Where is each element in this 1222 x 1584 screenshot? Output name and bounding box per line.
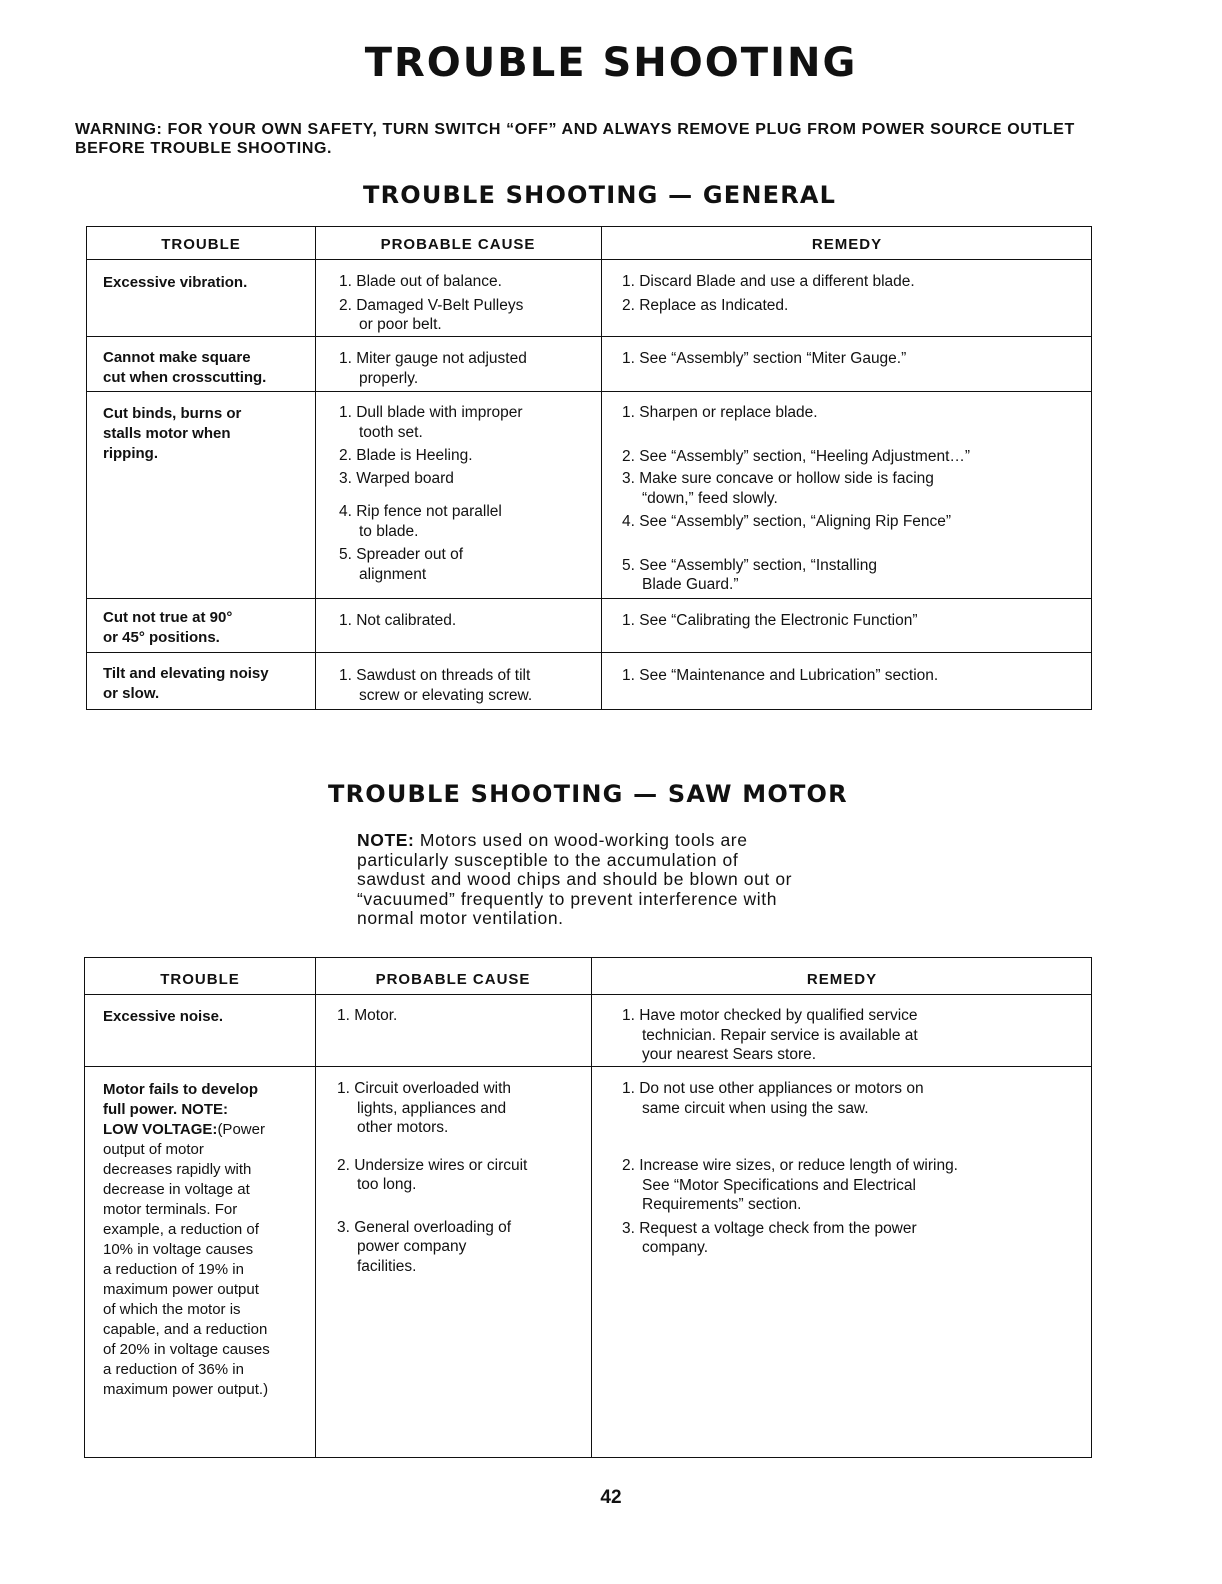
- cause-line: 1. Motor.: [337, 1007, 398, 1024]
- page-title: TROUBLE SHOOTING: [364, 40, 858, 86]
- header-divider: [85, 994, 1091, 995]
- remedy-line: 1. Do not use other appliances or motors on: [622, 1080, 924, 1097]
- cause-line: 2. Blade is Heeling.: [339, 447, 473, 464]
- trouble-text: Tilt and elevating noisy: [103, 665, 269, 682]
- trouble-text: ripping.: [103, 445, 158, 462]
- remedy-cell: [622, 611, 918, 631]
- trouble-cell: [103, 348, 266, 388]
- trouble-note-text: a reduction of 19% in: [103, 1261, 244, 1278]
- remedy-cell: [622, 1006, 918, 1065]
- remedy-line: 1. See “Assembly” section “Miter Gauge.”: [622, 350, 907, 367]
- row-divider: [85, 1066, 1091, 1067]
- cause-line: properly.: [359, 369, 419, 387]
- remedy-line: same circuit when using the saw.: [642, 1099, 869, 1117]
- trouble-note-text: maximum power output: [103, 1281, 259, 1298]
- cause-line: 1. Miter gauge not adjusted: [339, 350, 527, 367]
- header-probable-cause: PROBABLE CAUSE: [380, 236, 536, 253]
- trouble-note-text: example, a reduction of: [103, 1221, 259, 1238]
- cause-line: 1. Circuit overloaded with: [337, 1080, 512, 1097]
- header-remedy: REMEDY: [811, 236, 883, 253]
- remedy-line: See “Motor Specifications and Electrical: [642, 1176, 916, 1194]
- cause-line: 1. Not calibrated.: [339, 612, 457, 629]
- cause-cell: [339, 666, 532, 705]
- trouble-note-text: output of motor: [103, 1141, 204, 1158]
- trouble-text: Cannot make square: [103, 349, 251, 366]
- trouble-note-text: a reduction of 36% in: [103, 1361, 244, 1378]
- trouble-cell: [103, 273, 247, 293]
- note-label: NOTE:: [357, 830, 415, 850]
- remedy-line: 3. Make sure concave or hollow side is facing: [622, 470, 934, 487]
- cause-line: to blade.: [359, 522, 419, 540]
- cause-line: 4. Rip fence not parallel: [339, 503, 502, 520]
- row-divider: [87, 336, 1091, 337]
- cause-line: lights, appliances and: [357, 1099, 507, 1117]
- column-divider: [601, 227, 602, 709]
- remedy-line: 1. Discard Blade and use a different blade.: [622, 273, 915, 290]
- cause-line: 2. Undersize wires or circuit: [337, 1156, 528, 1174]
- saw-motor-trouble-table: [84, 957, 1092, 1458]
- column-divider: [315, 227, 316, 709]
- trouble-text: or slow.: [103, 685, 160, 702]
- trouble-note-text: (Power: [217, 1121, 265, 1138]
- cause-line: screw or elevating screw.: [359, 686, 533, 704]
- remedy-line: your nearest Sears store.: [642, 1046, 817, 1063]
- remedy-line: 1. Sharpen or replace blade.: [622, 404, 818, 421]
- remedy-line: Blade Guard.”: [642, 576, 739, 593]
- trouble-note-text: 10% in voltage causes: [103, 1241, 254, 1258]
- cause-line: other motors.: [357, 1119, 449, 1136]
- remedy-cell: [622, 1079, 958, 1258]
- trouble-note-text: motor terminals. For: [103, 1201, 238, 1218]
- cause-line: 2. Damaged V-Belt Pulleys: [339, 296, 524, 314]
- cause-line: 5. Spreader out of: [339, 546, 464, 563]
- header-trouble: TROUBLE: [161, 236, 241, 253]
- trouble-cell: [103, 1007, 223, 1027]
- trouble-text: full power. NOTE:: [103, 1101, 229, 1118]
- page-number: 42: [600, 1487, 622, 1508]
- cause-line: power company: [357, 1238, 467, 1255]
- low-voltage-label: LOW VOLTAGE:: [103, 1121, 218, 1138]
- cause-line: 1. Sawdust on threads of tilt: [339, 667, 531, 684]
- header-divider: [87, 259, 1091, 260]
- trouble-text: [103, 1120, 270, 1140]
- trouble-note-text: maximum power output.): [103, 1381, 269, 1398]
- remedy-line: 3. Request a voltage check from the power: [622, 1219, 917, 1237]
- remedy-line: 2. Increase wire sizes, or reduce length of wiring.: [622, 1157, 958, 1174]
- cause-line: tooth set.: [359, 423, 423, 441]
- cause-line: alignment: [359, 565, 427, 583]
- trouble-note-text: decrease in voltage at: [103, 1181, 250, 1198]
- remedy-line: 1. See “Maintenance and Lubrication” section.: [622, 667, 939, 684]
- column-divider: [591, 958, 592, 1457]
- trouble-note-text: decreases rapidly with: [103, 1161, 252, 1178]
- motor-note: [357, 831, 832, 929]
- row-divider: [87, 391, 1091, 392]
- trouble-note-text: of which the motor is: [103, 1301, 241, 1318]
- trouble-text: Cut not true at 90°: [103, 609, 233, 626]
- remedy-cell: [622, 272, 915, 315]
- trouble-cell: [103, 1080, 270, 1400]
- header-trouble: TROUBLE: [160, 971, 240, 988]
- cause-cell: [339, 611, 456, 631]
- remedy-cell: [622, 403, 970, 595]
- cause-cell: [337, 1006, 397, 1026]
- trouble-cell: [103, 664, 269, 704]
- cause-line: 3. General overloading of: [337, 1218, 512, 1236]
- cause-line: too long.: [357, 1176, 417, 1193]
- cause-line: 1. Blade out of balance.: [339, 273, 502, 290]
- cause-cell: [339, 272, 523, 335]
- trouble-text: Motor fails to develop: [103, 1081, 259, 1098]
- remedy-line: 5. See “Assembly” section, “Installing: [622, 556, 877, 574]
- saw-motor-section-title: TROUBLE SHOOTING — SAW MOTOR: [328, 780, 848, 808]
- trouble-cell: [103, 608, 232, 648]
- safety-warning: WARNING: FOR YOUR OWN SAFETY, TURN SWITCH “OFF” AND ALWAYS REMOVE PLUG FROM POWER SOURCE OUTLET BEFORE TROUBLE SHOOTING.: [75, 121, 1075, 157]
- trouble-note-text: of 20% in voltage causes: [103, 1341, 270, 1358]
- remedy-line: 1. See “Calibrating the Electronic Function”: [622, 612, 918, 629]
- remedy-line: technician. Repair service is available at: [642, 1026, 918, 1044]
- cause-line: facilities.: [357, 1257, 417, 1275]
- remedy-line: 1. Have motor checked by qualified service: [622, 1007, 918, 1024]
- note-line: particularly susceptible to the accumulation of: [357, 849, 739, 870]
- cause-line: 3. Warped board: [339, 469, 454, 487]
- row-divider: [87, 598, 1091, 599]
- general-section-title: TROUBLE SHOOTING — GENERAL: [363, 181, 837, 209]
- remedy-line: “down,” feed slowly.: [642, 489, 778, 507]
- remedy-cell: [622, 666, 938, 686]
- trouble-text: Cut binds, burns or: [103, 405, 242, 422]
- remedy-line: company.: [642, 1239, 709, 1256]
- trouble-cell: [103, 404, 241, 464]
- note-line: Motors used on wood-working tools are: [419, 830, 748, 850]
- remedy-line: 2. Replace as Indicated.: [622, 296, 789, 314]
- remedy-line: 4. See “Assembly” section, “Aligning Rip Fence”: [622, 513, 952, 530]
- trouble-text: cut when crosscutting.: [103, 369, 267, 386]
- trouble-text: or 45° positions.: [103, 629, 220, 646]
- note-line: “vacuumed” frequently to prevent interference with: [357, 888, 778, 909]
- general-trouble-table: [86, 226, 1092, 710]
- trouble-text: Excessive noise.: [103, 1008, 224, 1025]
- cause-line: or poor belt.: [359, 316, 442, 333]
- remedy-cell: [622, 349, 906, 369]
- cause-cell: [337, 1079, 527, 1276]
- trouble-text: stalls motor when: [103, 425, 231, 442]
- trouble-note-text: capable, and a reduction: [103, 1321, 268, 1338]
- header-probable-cause: PROBABLE CAUSE: [375, 971, 531, 988]
- remedy-line: Requirements” section.: [642, 1196, 802, 1213]
- cause-cell: [339, 403, 523, 584]
- note-line: normal motor ventilation.: [357, 908, 564, 929]
- cause-line: 1. Dull blade with improper: [339, 404, 523, 421]
- header-remedy: REMEDY: [806, 971, 878, 988]
- note-line: sawdust and wood chips and should be blown out or: [357, 869, 793, 890]
- row-divider: [87, 652, 1091, 653]
- cause-cell: [339, 349, 527, 388]
- trouble-text: Excessive vibration.: [103, 274, 248, 291]
- remedy-line: 2. See “Assembly” section, “Heeling Adjustment…”: [622, 447, 971, 465]
- column-divider: [315, 958, 316, 1457]
